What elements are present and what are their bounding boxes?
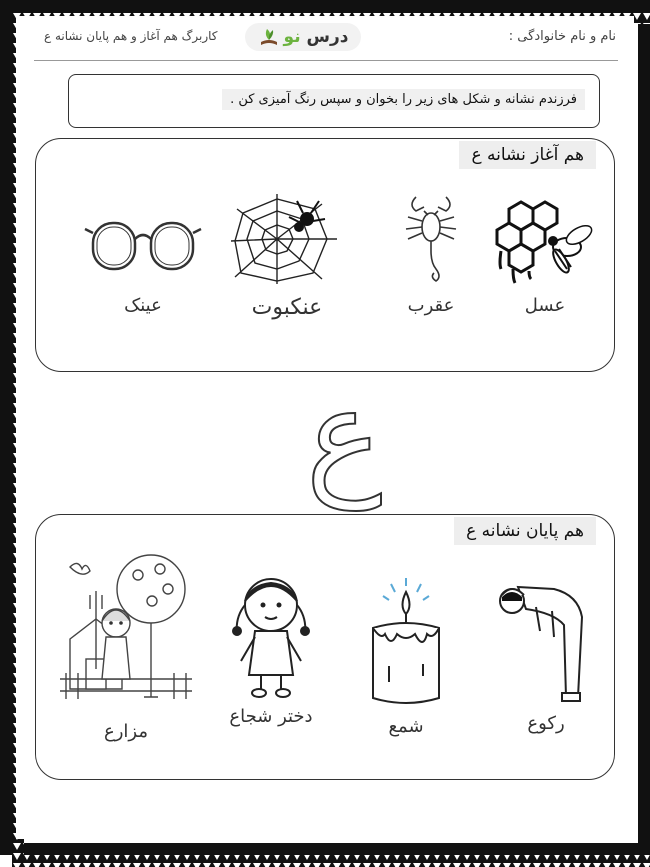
item-scorpion: [386, 189, 476, 316]
item-glasses: [82, 209, 204, 316]
spider-web-icon: [227, 189, 347, 289]
item-bowing: [490, 577, 602, 734]
section-start: [35, 138, 615, 372]
scorpion-icon: [396, 189, 466, 289]
honey-bee-icon: [489, 189, 601, 289]
farm-icon: [56, 539, 196, 715]
word-honey: عسل: [524, 295, 566, 316]
logo-text: درس نو: [283, 27, 349, 47]
word-ruku: رکوع: [527, 713, 565, 734]
glasses-icon: [83, 209, 203, 279]
site-logo: [245, 23, 361, 51]
item-farm: [56, 539, 196, 742]
word-farm: مزارع: [103, 721, 148, 742]
instruction-text: فرزندم نشانه و شکل های زیر را بخوان و سپس رنگ آمیزی کن .: [222, 89, 585, 110]
candle-icon: [361, 570, 451, 710]
word-candle: شمع: [388, 716, 424, 737]
item-candle: [356, 570, 456, 737]
worksheet: [16, 16, 634, 839]
header-divider: [34, 60, 618, 61]
word-scorpion: عقرب: [407, 295, 455, 316]
worksheet-title: کاربرگ هم آغاز و هم پایان نشانه ع: [44, 29, 218, 43]
book-leaf-icon: [258, 26, 280, 48]
item-girl: [216, 565, 326, 727]
word-girl: دختر شجاع: [229, 706, 313, 727]
section-end: [35, 514, 615, 780]
bowing-man-icon: [496, 577, 596, 707]
section-end-title: هم پایان نشانه ع: [454, 517, 596, 545]
instruction-box: [68, 74, 600, 128]
word-spider: عنکبوت: [251, 295, 323, 320]
section-start-title: هم آغاز نشانه ع: [459, 141, 596, 169]
brave-girl-icon: [221, 565, 321, 700]
big-letter-ain: [289, 362, 399, 512]
item-honey: [486, 189, 604, 316]
name-field-label: نام و نام خانوادگی :: [508, 29, 616, 44]
word-glasses: عینک: [124, 295, 162, 316]
item-spider: [222, 189, 352, 320]
svg-text:ع: ع: [305, 362, 383, 511]
